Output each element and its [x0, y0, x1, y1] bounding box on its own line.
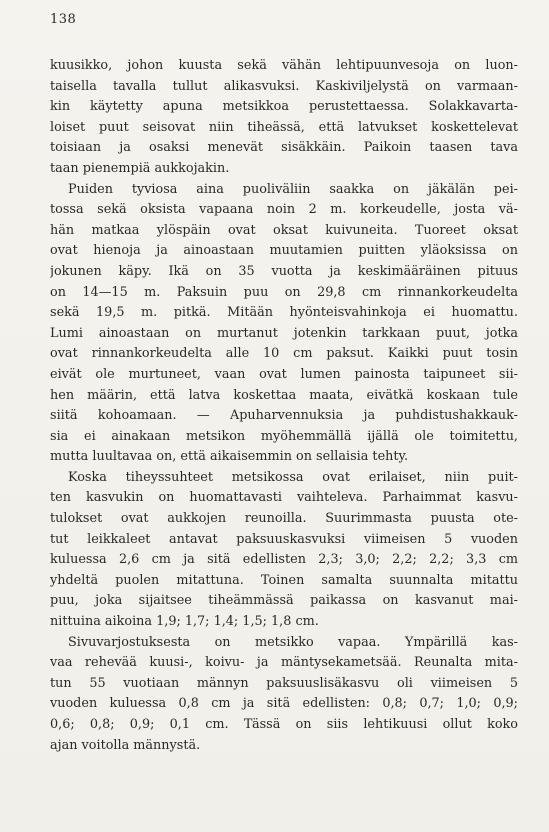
text-line: loiset puut seisovat niin tiheässä, että latvukset koskettelevat	[50, 119, 518, 135]
text-line: ten kasvukin on huomattavasti vaihteleva. Parhaimmat kasvu-	[50, 490, 518, 506]
text-line: tulokset ovat aukkojen reunoilla. Suurimmasta puusta ote-	[50, 511, 518, 527]
text-line: puu, joka sijaitsee tiheämmässä paikassa on kasvanut mai-	[50, 593, 518, 609]
text-line: tut leikkaleet antavat paksuuskasvuksi viimeisen 5 vuoden	[50, 531, 518, 547]
text-line: Lumi ainoastaan on murtanut jotenkin tarkkaan puut, jotka	[50, 325, 518, 341]
text-line: hän matkaa ylöspäin ovat oksat kuivuneita. Tuoreet oksat	[50, 222, 518, 238]
text-line: 0,6; 0,8; 0,9; 0,1 cm. Tässä on siis lehtikuusi ollut koko	[50, 717, 518, 732]
text-line: tun 55 vuotiaan männyn paksuuslisäkasvu oli viimeisen 5	[50, 675, 518, 691]
text-line: siitä kohoamaan. — Apuharvennuksia ja puhdistushakkauk-	[50, 408, 518, 424]
body-text	[50, 56, 518, 756]
text-line: kuusikko, johon kuusta sekä vähän lehtipuunvesoja on luon-	[50, 58, 518, 73]
text-line: sia ei ainakaan metsikon myöhemmällä ijällä ole toimitettu,	[50, 428, 518, 444]
text-line: kuluessa 2,6 cm ja sitä edellisten 2,3; 3,0; 2,2; 2,2; 3,3 cm	[50, 552, 518, 568]
text-line: taan pienempiä aukkojakin.	[50, 160, 230, 176]
text-line: eivät ole murtuneet, vaan ovat lumen painosta taipuneet sii-	[50, 366, 518, 382]
text-line: vuoden kuluessa 0,8 cm ja sitä edellisten: 0,8; 0,7; 1,0; 0,9;	[50, 696, 518, 712]
text-line: ajan voitolla männystä.	[50, 737, 201, 753]
text-line: vaa rehevää kuusi-, koivu- ja mäntysekametsää. Reunalta mita-	[50, 655, 518, 671]
text-line: on 14—15 m. Paksuin puu on 29,8 cm rinnankorkeudelta	[50, 284, 518, 300]
text-line: ovat hienoja ja ainoastaan muutamien puitten yläoksissa on	[50, 243, 518, 259]
text-line: ovat rinnankorkeudelta alle 10 cm paksut. Kaikki puut tosin	[50, 346, 518, 362]
text-line: sekä 19,5 m. pitkä. Mitään hyönteisvahinkoja ei huomattu.	[50, 305, 518, 321]
text-line: jokunen käpy. Ikä on 35 vuotta ja keskimääräinen pituus	[50, 263, 518, 279]
text-line: kin käytetty apuna metsikkoa perustettaessa. Solakkavarta-	[50, 99, 518, 115]
text-line: Puiden tyviosa aina puoliväliin saakka on jäkälän pei-	[68, 181, 518, 197]
text-line: taisella tavalla tullut alikasvuksi. Kaskiviljelystä on varmaan-	[50, 78, 518, 94]
text-line: yhdeltä puolen mitattuna. Toinen samalta suunnalta mitattu	[50, 572, 518, 588]
text-line: Koska tiheyssuhteet metsikossa ovat erilaiset, niin puit-	[68, 469, 518, 485]
text-line: mutta luultavaa on, että aikaisemmin on sellaisia tehty.	[50, 449, 409, 465]
text-line: Sivuvarjostuksesta on metsikko vapaa. Ympärillä kas-	[68, 634, 518, 650]
text-line: nittuina aikoina 1,9; 1,7; 1,4; 1,5; 1,8 cm.	[50, 614, 319, 630]
text-line: hen määrin, että latva koskettaa maata, eivätkä koskaan tule	[50, 387, 518, 403]
text-line: tossa sekä oksista vapaana noin 2 m. korkeudelle, josta vä-	[50, 202, 518, 218]
text-line: toisiaan ja osaksi menevät sisäkkäin. Paikoin taasen tava	[50, 140, 518, 156]
page-number: 138	[50, 12, 77, 27]
